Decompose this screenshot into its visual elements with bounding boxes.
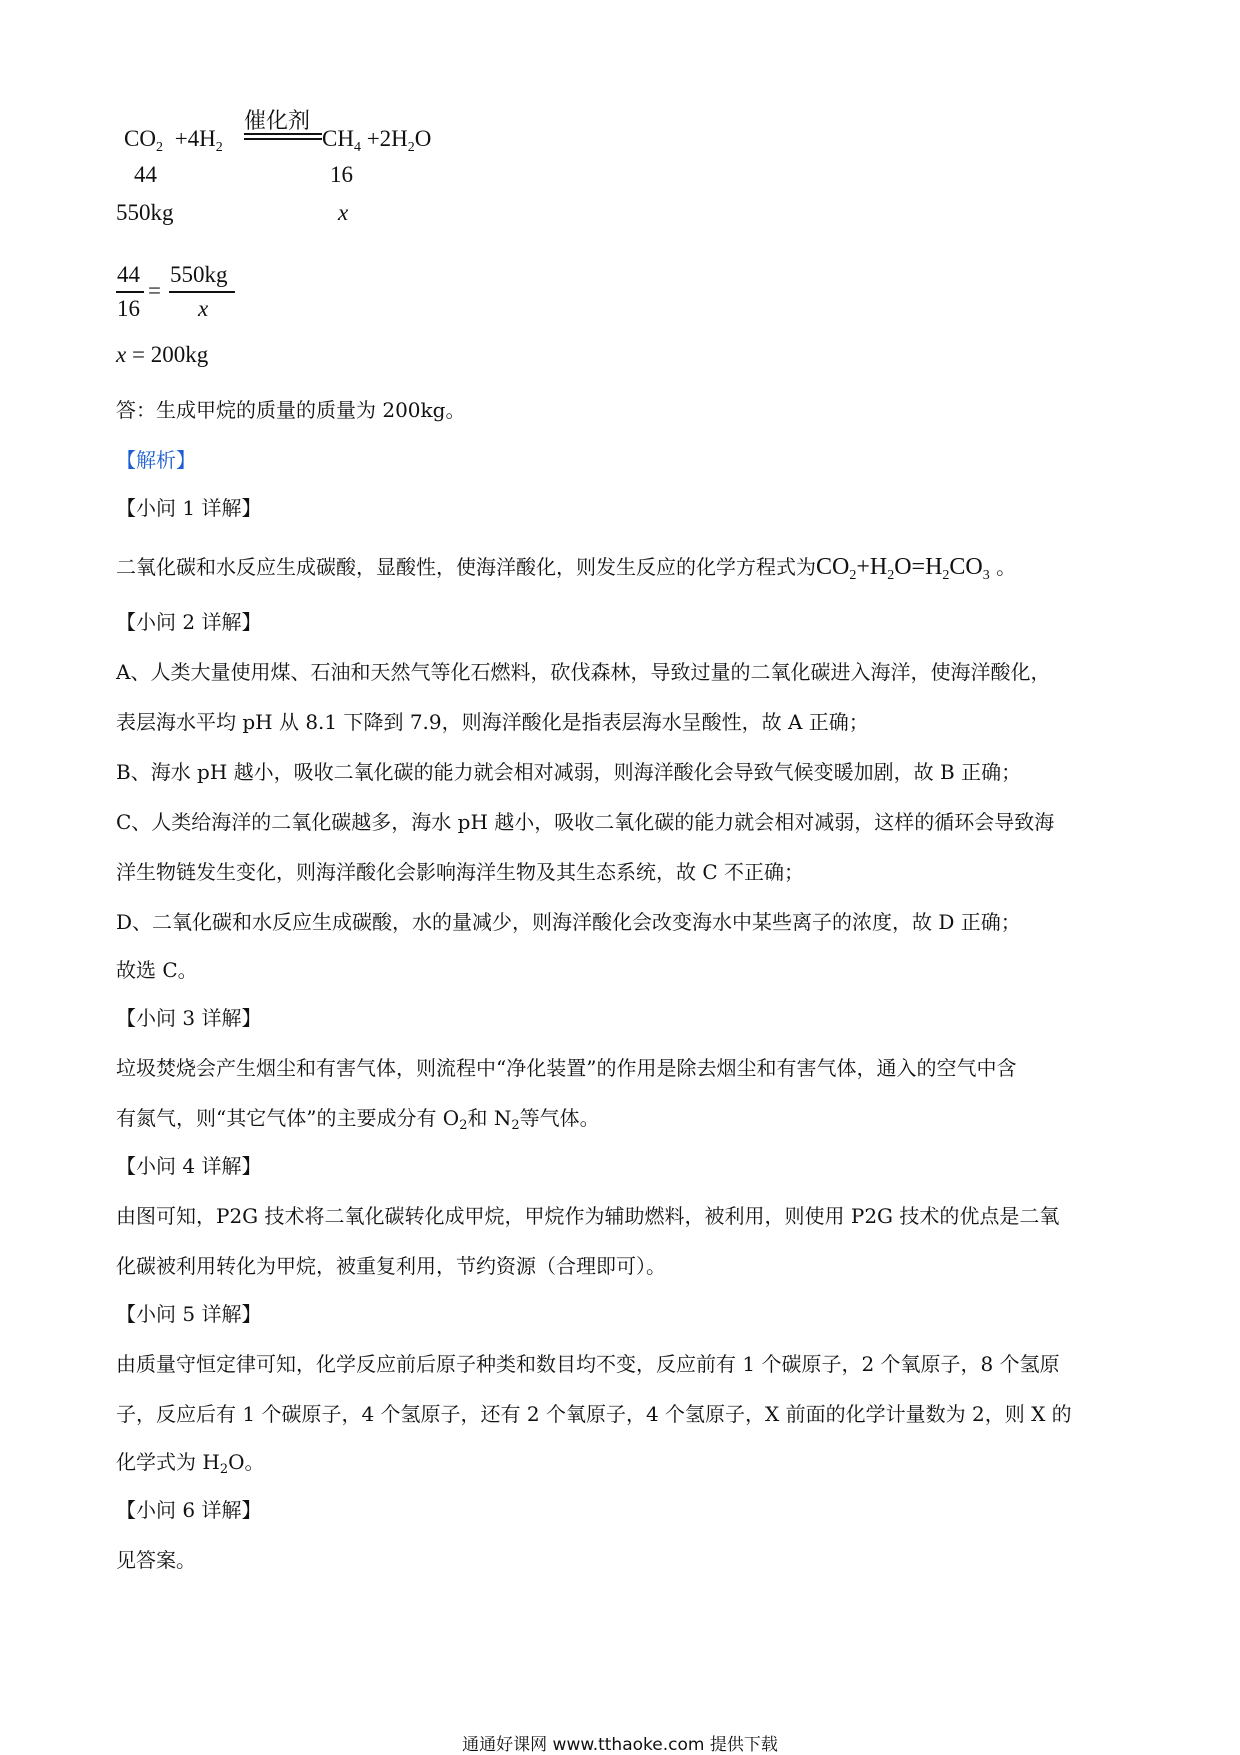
mass-ch4: 16 [330, 162, 353, 187]
q2-line-a2: 表层海水平均 pH 从 8.1 下降到 7.9，则海洋酸化是指表层海水呈酸性，故 A 正确； [116, 710, 869, 734]
q2-line-d: D、二氧化碳和水反应生成碳酸，水的量减少，则海洋酸化会改变海水中某些离子的浓度，故 D 正确； [116, 910, 1021, 934]
q2-line-c2: 洋生物链发生变化，则海洋酸化会影响海洋生物及其生态系统，故 C 不正确； [116, 860, 805, 884]
analysis-heading: 【解析】 [116, 448, 196, 472]
prop-equals: = [148, 278, 161, 303]
q2-line-b: B、海水 pH 越小，吸收二氧化碳的能力就会相对减弱，则海洋酸化会导致气候变暖加剧，故 B 正确； [116, 760, 1022, 784]
q5-heading: 【小问 5 详解】 [116, 1302, 262, 1326]
products: $CH_4 +2H_2O$ [322, 126, 432, 155]
q2-heading: 【小问 2 详解】 [116, 610, 262, 634]
q1-formula: $CO_2+H_2O=H_2CO_3$ [816, 554, 990, 583]
given-mass: 550kg [116, 200, 174, 225]
q2-line-c1: C、人类给海洋的二氧化碳越多，海水 pH 越小，吸收二氧化碳的能力就会相对减弱，这样的循环会导致海 [116, 810, 1055, 834]
q6-text: 见答案。 [116, 1548, 196, 1572]
prop-right-num: 550kg [170, 262, 228, 287]
catalyst-label: 催化剂 [244, 109, 311, 134]
q5-line1: 由质量守恒定律可知，化学反应前后原子种类和数目均不变，反应前有 1 个碳原子，2 个氧原子，8 个氢原 [116, 1352, 1060, 1376]
q5-line3: 化学式为 $H_2O$。 [116, 1450, 265, 1477]
q4-line2: 化碳被利用转化为甲烷，被重复利用，节约资源（合理即可）。 [116, 1254, 666, 1278]
prop-left-den: 16 [117, 296, 140, 321]
reaction-arrow-equals [244, 133, 322, 140]
prop-left-bar [116, 291, 144, 293]
mass-co2: 44 [134, 162, 157, 187]
q3-heading: 【小问 3 详解】 [116, 1006, 262, 1030]
q1-text: 二氧化碳和水反应生成碳酸，显酸性，使海洋酸化，则发生反应的化学方程式为$CO_2+H_2O=H_2CO_3$ 。 [116, 554, 1017, 583]
q2-line-a1: A、人类大量使用煤、石油和天然气等化石燃料，砍伐森林，导致过量的二氧化碳进入海洋，使海洋酸化， [116, 660, 1051, 684]
q1-heading: 【小问 1 详解】 [116, 496, 262, 520]
q6-heading: 【小问 6 详解】 [116, 1498, 262, 1522]
prop-right-bar [169, 291, 235, 293]
prop-right-den: x [198, 296, 209, 321]
prop-left-num: 44 [117, 262, 140, 287]
result-line: x = 200kg [116, 342, 209, 367]
reactant-co2: $CO_2 +4H_2$ [124, 126, 223, 155]
q5-line2: 子，反应后有 1 个碳原子，4 个氢原子，还有 2 个氧原子，4 个氢原子，X 前面的化学计量数为 2，则 X 的 [116, 1402, 1072, 1426]
q2-choice: 故选 C。 [116, 958, 198, 982]
q4-heading: 【小问 4 详解】 [116, 1154, 262, 1178]
answer-text: 答：生成甲烷的质量的质量为 200kg。 [116, 398, 466, 422]
q3-line2: 有氮气，则“其它气体”的主要成分有 $O_2$和 $N_2$等气体。 [116, 1106, 600, 1133]
q3-line1: 垃圾焚烧会产生烟尘和有害气体，则流程中“净化装置”的作用是除去烟尘和有害气体，通入的空气中含 [116, 1056, 1017, 1080]
q4-line1: 由图可知，P2G 技术将二氧化碳转化成甲烷，甲烷作为辅助燃料，被利用，则使用 P2G 技术的优点是二氧 [116, 1204, 1060, 1228]
unknown-x: x [338, 200, 349, 225]
footer-credit: 通通好课网 www.tthaoke.com 提供下载 [462, 1735, 778, 1755]
